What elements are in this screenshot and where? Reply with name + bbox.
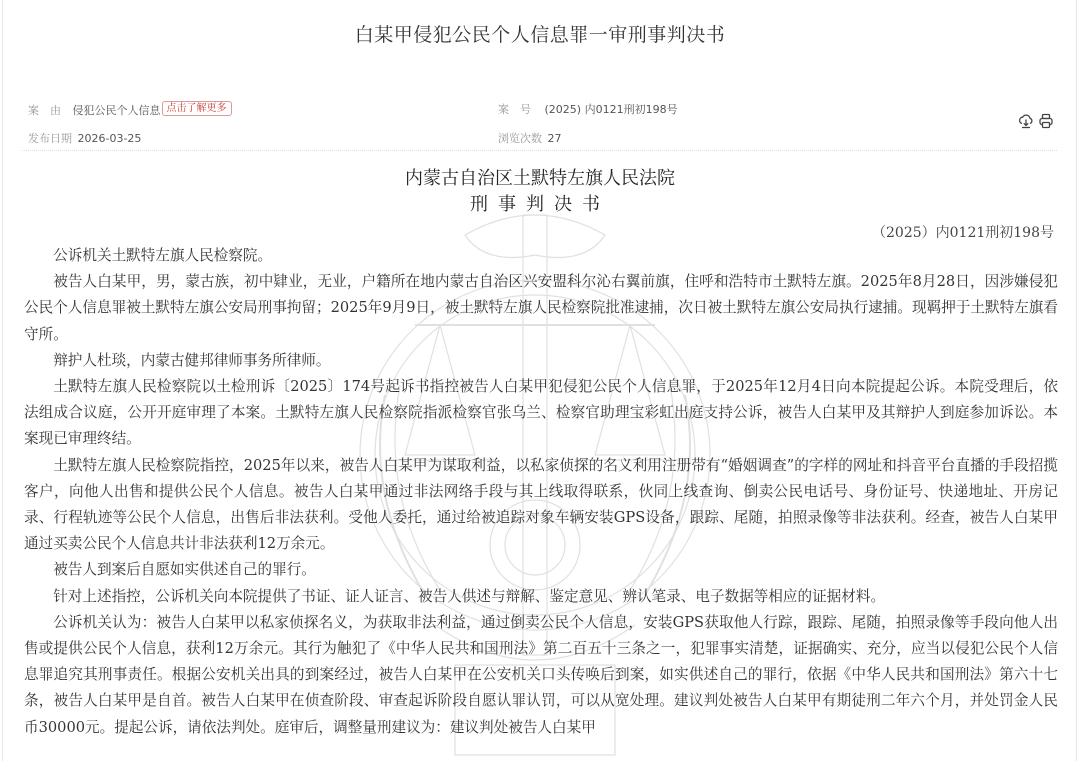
- publish-date-value: 2026-03-25: [77, 132, 142, 145]
- publish-date-label: 发布日期: [28, 132, 72, 145]
- publish-date-row: [28, 130, 141, 146]
- paragraph-charges: 土默特左旗人民检察院指控，2025年以来，被告人白某甲为谋取利益，以私家侦探的名义利用注册带有“婚姻调查”的字样的网址和抖音平台直播的手段招揽客户，向他人出售和提供公民个人信息。被告人白某甲通过非法网络手段与其上线取得联系，伙同上线查询、倒卖公民电话号、身份证号、快递地址、开房记录、行程轨迹等公民个人信息，出售后非法获利。受他人委托，通过给被追踪对象车辆安装GPS设备，跟踪、尾随，拍照录像等非法获利。经查，被告人白某甲通过买卖公民个人信息共计非法获利12万余元。: [24, 456, 1058, 553]
- views-row: [498, 130, 562, 146]
- paragraph-prosecution-opinion: 公诉机关认为：被告人白某甲以私家侦探名义，为获取非法利益，通过倒卖公民个人信息，安装GPS获取他人行踪，跟踪、尾随，拍照录像等手段向他人出售或提供公民个人信息，获利12万余元。其行为触犯了《中华人民共和国刑法》第二百五十三条之一，犯罪事实清楚，证据确实、充分，应当以侵犯公民个人信息罪追究其刑事责任。根据公安机关出具的到案经过，被告人白某甲在公安机关口头传唤后到案，如实供述自己的罪行，依据《中华人民共和国刑法》第六十七条，被告人白某甲是自首。被告人白某甲在侦查阶段、审查起诉阶段自愿认罪认罚，可以从宽处理。建议判处被告人白某甲有期徒刑二年六个月，并处罚金人民币30000元。提起公诉，请依法判处。庭审后，调整量刑建议为：建议判处被告人白某甲: [24, 613, 1058, 736]
- case-number-row: [498, 101, 678, 117]
- paragraph-procedure: 土默特左旗人民检察院以土检刑诉〔2025〕174号起诉书指控被告人白某甲犯侵犯公民个人信息罪，于2025年12月4日向本院提起公诉。本院受理后，依法组成合议庭，公开开庭审理了本案。土默特左旗人民检察院指派检察官张乌兰、检察官助理宝彩虹出庭支持公诉，被告人白某甲及其辩护人到庭参加诉讼。本案现已审理终结。: [24, 378, 1058, 448]
- paragraph-evidence: 针对上述指控，公诉机关向本院提供了书证、证人证言、被告人供述与辩解、鉴定意见、辨认笔录、电子数据等相应的证据材料。: [53, 587, 886, 605]
- judgment-body: [24, 243, 1058, 741]
- paragraph-defendant: 被告人白某甲，男，蒙古族，初中肄业，无业，户籍所在地内蒙古自治区兴安盟科尔沁右翼前旗，住呼和浩特市土默特左旗。2025年8月28日，因涉嫌侵犯公民个人信息罪被土默特左旗公安局刑事拘留；2025年9月9日，被土默特左旗人民检察院批准逮捕，次日被土默特左旗公安局执行逮捕。现羁押于土默特左旗看守所。: [24, 273, 1058, 343]
- page-title: 白某甲侵犯公民个人信息罪一审刑事判决书: [354, 24, 726, 46]
- document-type-heading: 刑事判决书: [470, 194, 610, 215]
- paragraph-defense-counsel: 辩护人杜琰，内蒙古健邦律师事务所律师。: [53, 351, 331, 369]
- court-name: 内蒙古自治区土默特左旗人民法院: [405, 168, 675, 189]
- printer-icon[interactable]: [1038, 113, 1054, 129]
- case-cause-label: 案 由: [28, 104, 61, 117]
- views-value: 27: [547, 132, 562, 145]
- download-cloud-icon[interactable]: [1018, 113, 1034, 129]
- meta-divider: [22, 150, 1057, 151]
- case-cause-value: 侵犯公民个人信息: [72, 104, 161, 117]
- case-number-value: (2025) 内0121刑初198号: [544, 103, 678, 116]
- paragraph-confession: 被告人到案后自愿如实供述自己的罪行。: [53, 561, 316, 579]
- paragraph-prosecutor: 公诉机关土默特左旗人民检察院。: [53, 247, 273, 264]
- views-label: 浏览次数: [498, 132, 542, 145]
- case-number-label: 案 号: [498, 103, 531, 116]
- document-toolbar: [1018, 113, 1054, 129]
- learn-more-button[interactable]: 点击了解更多: [162, 101, 232, 116]
- document-case-number: （2025）内0121刑初198号: [872, 225, 1054, 241]
- case-cause-row: [28, 101, 232, 118]
